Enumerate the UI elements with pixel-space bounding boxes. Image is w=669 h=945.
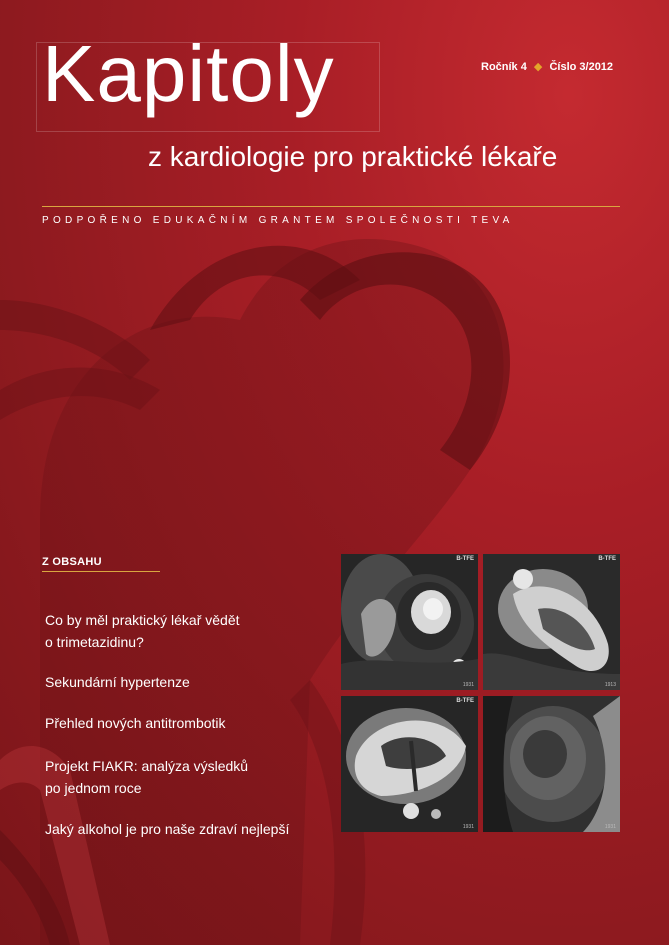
toc-item-line: Sekundární hypertenze [45, 674, 190, 690]
mri-image-two-chamber [483, 554, 620, 690]
toc-item-line: Co by měl praktický lékař vědět [45, 612, 240, 628]
issue-number: Číslo 3/2012 [549, 61, 614, 73]
toc-item [45, 712, 315, 734]
toc-item [45, 818, 315, 840]
mri-code: 1931 [462, 824, 474, 830]
mri-code: 1913 [604, 682, 616, 688]
toc-item [45, 609, 315, 653]
mri-scan [341, 554, 478, 690]
contents-heading: Z OBSAHU [42, 556, 102, 568]
toc-item-line: Přehled nových antitrombotik [45, 715, 226, 731]
mri-scan [483, 696, 620, 832]
toc-item-line: po jednom roce [45, 780, 142, 796]
diamond-separator-icon: ◆ [533, 61, 543, 73]
mri-scan [341, 696, 478, 832]
toc-item [45, 671, 315, 693]
toc-item-line: Projekt FIAKR: analýza výsledků [45, 758, 249, 774]
magazine-title: Kapitoly [42, 29, 335, 118]
mri-sequence-label: B-TFE [598, 556, 616, 562]
volume-number: Ročník 4 [481, 61, 527, 73]
mri-image-late-enhancement [483, 696, 620, 832]
toc-item [45, 755, 315, 799]
issue-info [481, 60, 613, 73]
mri-code: 1931 [462, 682, 474, 688]
header-divider [42, 206, 620, 207]
toc-item-line: Jaký alkohol je pro naše zdraví nejlepší [45, 821, 290, 837]
toc-item-line: o trimetazidinu? [45, 634, 144, 650]
magazine-subtitle: z kardiologie pro praktické lékaře [148, 141, 558, 172]
mri-scan [483, 554, 620, 690]
mri-sequence-label: B-TFE [456, 698, 474, 704]
mri-code: 1931 [604, 824, 616, 830]
mri-image-four-chamber [341, 696, 478, 832]
mri-sequence-label: B-TFE [456, 556, 474, 562]
mri-image-short-axis [341, 554, 478, 690]
grant-line: PODPOŘENO EDUKAČNÍM GRANTEM SPOLEČNOSTI TEVA [42, 215, 514, 226]
contents-divider [42, 571, 160, 572]
